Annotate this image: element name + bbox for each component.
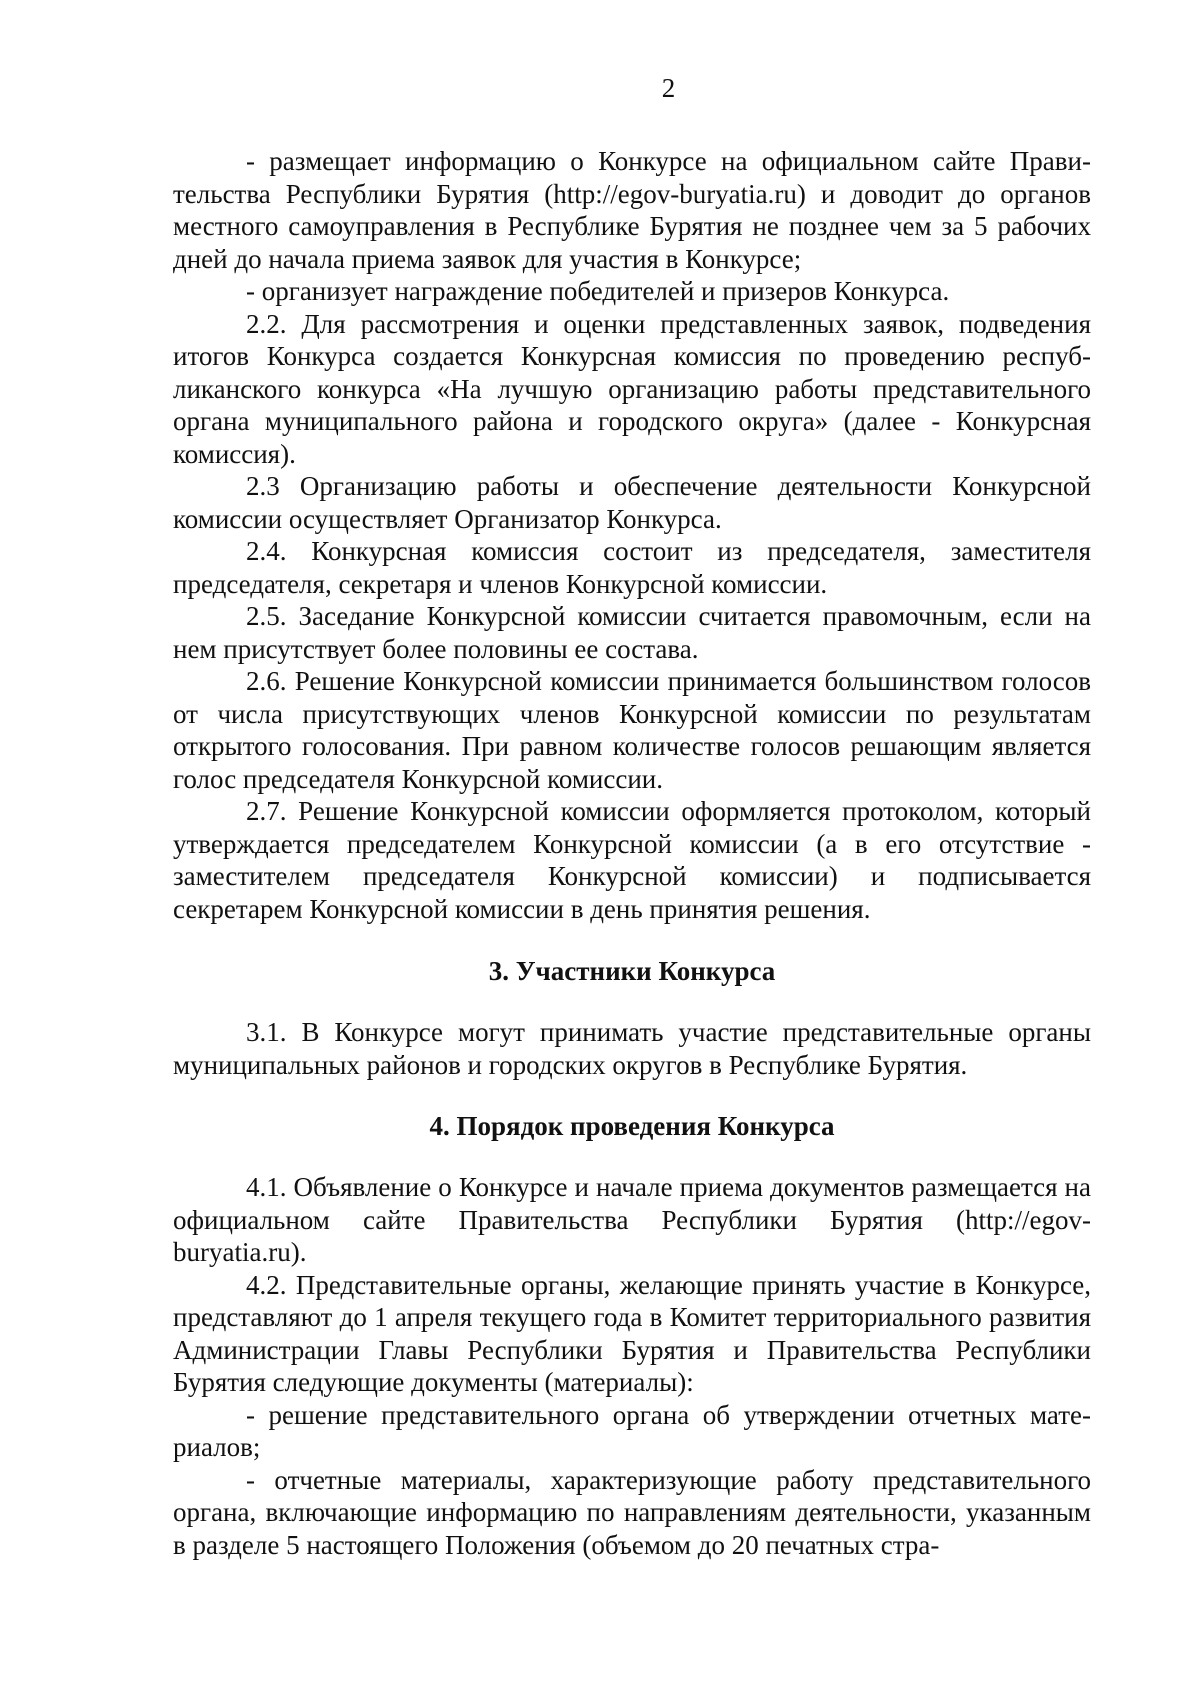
paragraph-2-7: 2.7. Решение Конкурсной комиссии оформляется протоколом, который утверждается председателем Конкурсной комиссии (а в его отсутствие - заместителем председателя Конкурсной комиссии) и подписывается секретарем Конкурсной комиссии в день принятия решения. [173,796,1091,924]
paragraph-2-2: 2.2. Для рассмотрения и оценки представленных заявок, подведения итогов Конкурса создается Конкурсная комиссия по проведению республиканского конкурса «На лучшую организацию работы представительного органа муниципального района и городского округа» (далее - Конкурсная комиссия). [173,308,1091,469]
paragraph-awarding: - организует награждение победителей и призеров Конкурса. [246,276,950,306]
paragraph-decision-doc: - решение представительного органа об утверждении отчетных материалов; [173,1399,1091,1462]
paragraph-report-materials: - отчетные материалы, характеризующие работу представительного органа, включающие информацию по направлениям деятельности, указанным в разделе 5 настоящего Положения (объемом до 20 печатных стра- [173,1464,1091,1560]
paragraph-2-5: 2.5. Заседание Конкурсной комиссии считается правомочным, если на нем присутствует более половины ее состава. [173,601,1091,664]
page-number: 2 [661,73,676,103]
paragraph-2-6: 2.6. Решение Конкурсной комиссии принимается большинством голосов от числа присутствующих членов Конкурсной комиссии по результатам открытого голосования. При равном количестве голосов решающим является голос председателя Конкурсной комиссии. [173,666,1091,794]
section-4-heading: 4. Порядок проведения Конкурса [429,1111,835,1141]
paragraph-2-3: 2.3 Организацию работы и обеспечение деятельности Конкурсной комиссии осуществляет Организатор Конкурса. [173,471,1091,534]
paragraph-4-2: 4.2. Представительные органы, желающие принять участие в Конкурсе, представляют до 1 апреля текущего года в Комитет территориального развития Администрации Главы Республики Бурятия и Правительства Республики Бурятия следующие документы (материалы): [173,1269,1091,1397]
paragraph-2-4: 2.4. Конкурсная комиссия состоит из председателя, заместителя председателя, секретаря и членов Конкурсной комиссии. [173,536,1091,599]
document-body [173,145,1091,1561]
section-3-heading: 3. Участники Конкурса [488,956,776,986]
paragraph-3-1: 3.1. В Конкурсе могут принимать участие представительные органы муниципальных районов и городских округов в Республике Бурятия. [173,1017,1091,1080]
paragraph-4-1: 4.1. Объявление о Конкурсе и начале приема документов размещается на официальном сайте Правительства Республики Бурятия (http://egov-buryatia.ru). [173,1172,1091,1267]
paragraph-publish-info: - размещает информацию о Конкурсе на официальном сайте Правительства Республики Бурятия (http://egov-buryatia.ru) и доводит до органов местного самоуправления в Республике Бурятия не позднее чем за 5 рабочих дней до начала приема заявок для участия в Конкурсе; [173,146,1091,274]
